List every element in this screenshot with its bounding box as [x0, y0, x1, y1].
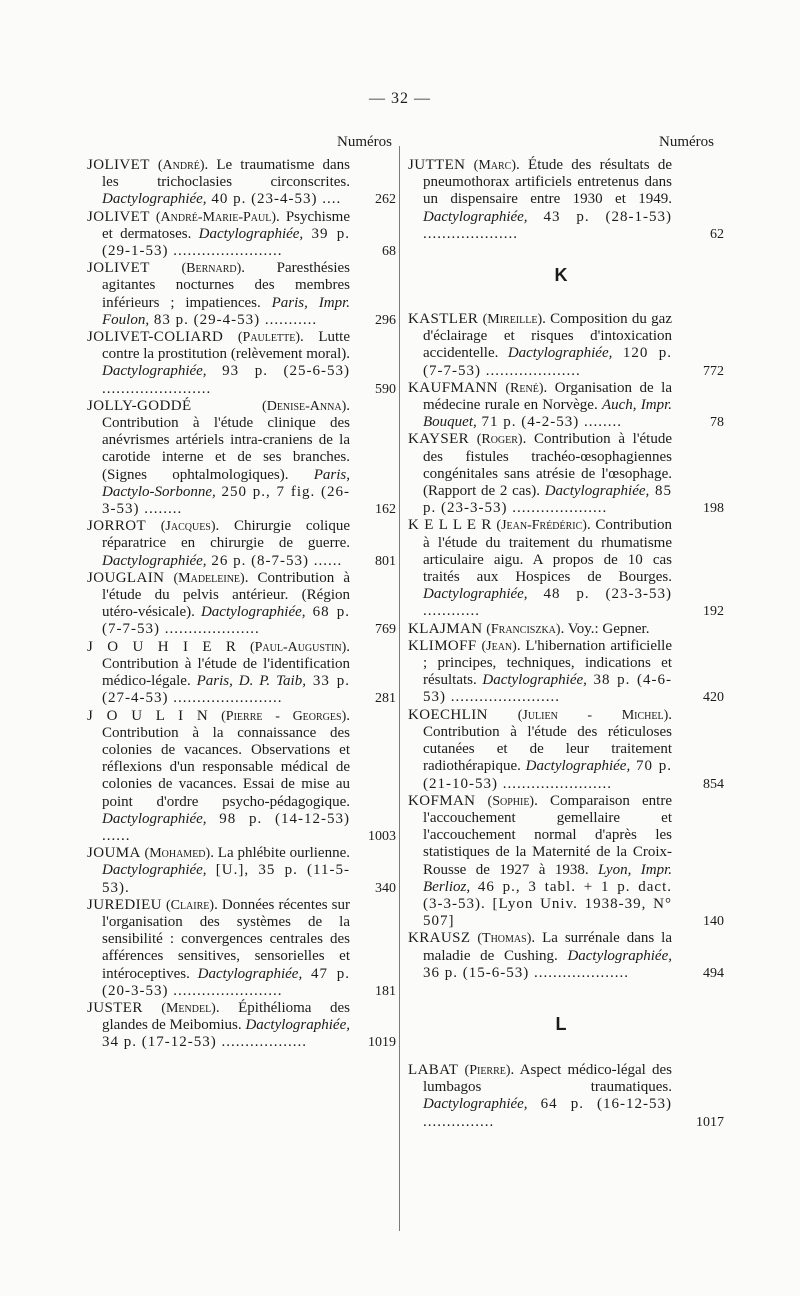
entry-reference: 48 p. (23-3-53) ............	[423, 586, 672, 620]
entry-text	[408, 1062, 714, 1131]
author-surname: J O U L I N	[87, 707, 209, 724]
entry-number: 162	[375, 502, 396, 518]
entry-text	[87, 398, 392, 518]
entry-number: 181	[375, 983, 396, 999]
entry-title: . Épithélioma des glandes de Meibomius.	[102, 999, 350, 1034]
bibliography-entry	[87, 569, 396, 639]
author-given-name: (Jean-Frédéric)	[496, 518, 587, 534]
entry-text	[87, 260, 392, 329]
author-surname: J O U H I E R	[87, 638, 237, 655]
entry-text	[408, 517, 714, 620]
entry-reference: 34 p. (17-12-53) ..................	[102, 1034, 307, 1051]
entry-number: 296	[375, 312, 396, 328]
author-given-name: (André)	[157, 158, 205, 173]
author-given-name: (Denise-Anna)	[262, 398, 347, 414]
bibliography-entry	[408, 1061, 724, 1131]
entry-publisher: Dactylographiée,	[102, 191, 207, 208]
entry-publisher: Dactylographiée,	[423, 586, 528, 603]
entry-text	[87, 639, 392, 708]
entry-number: 281	[375, 691, 396, 707]
bibliography-entry	[87, 157, 396, 209]
author-surname: KAYSER	[408, 431, 470, 448]
entry-number: 62	[710, 226, 724, 242]
entry-reference: 250 p., 7 fig. (26-3-53) ........	[102, 483, 350, 518]
entry-publisher: Dactylographiée,	[507, 345, 613, 362]
entry-list	[408, 1061, 724, 1131]
entry-number: 68	[382, 244, 396, 260]
entry-list	[408, 157, 724, 243]
entry-publisher: Dactylographiée,	[102, 363, 207, 380]
entry-text	[408, 311, 714, 380]
entry-publisher: Dactylographiée,	[525, 758, 631, 775]
entry-number: 772	[703, 363, 724, 379]
entry-title: . Contribution à l'étude du pelvis antérieur. (Région utéro-vésicale).	[102, 569, 351, 621]
entry-publisher: Dactylographiée,	[544, 483, 650, 500]
entry-number: 340	[375, 880, 396, 896]
author-surname: JUREDIEU	[87, 896, 162, 913]
numeros-heading: Numéros	[337, 134, 392, 150]
bibliography-entry	[408, 431, 724, 517]
author-given-name: (Sophie)	[487, 793, 535, 809]
bibliography-entry	[87, 518, 396, 570]
entry-text	[87, 708, 392, 846]
entry-text	[408, 930, 714, 982]
entry-publisher: Lyon, Impr. Berlioz,	[423, 861, 672, 895]
bibliography-entry	[408, 311, 724, 380]
author-given-name: (René)	[505, 380, 544, 396]
entry-number: 262	[375, 192, 396, 208]
entry-title: . Contribution à l'étude de l'identification médico-légale.	[102, 638, 351, 690]
entry-text	[87, 157, 392, 209]
entry-text	[87, 209, 392, 261]
bibliography-entry	[408, 637, 724, 707]
author-given-name: (Mendel)	[161, 1000, 216, 1016]
author-surname: KOFMAN	[408, 792, 476, 809]
entry-publisher: Dactylographiée,	[198, 225, 304, 242]
entry-reference: 70 p. (21-10-53) .......................	[423, 758, 673, 792]
author-surname: JOLIVET	[87, 157, 150, 173]
entry-number: 198	[703, 501, 724, 517]
entry-reference: 71 p. (4-2-53) ........	[476, 414, 622, 431]
author-given-name: (Paulette)	[237, 330, 300, 346]
entry-title: . Psychisme et dermatoses.	[102, 208, 351, 242]
entry-reference: 40 p. (23-4-53) ....	[206, 191, 342, 208]
entry-title: . Données récentes sur l'organisation des systèmes de la sensibilité : convergences centrales des afférences sensitives, sensorielles et intéroceptives.	[102, 896, 350, 982]
author-surname: KRAUSZ	[408, 930, 471, 947]
entry-title: . Étude des résultats de pneumothorax artificiels entretenus dans un dispensaire entre 1930 et 1949.	[423, 157, 672, 208]
section-letter-l: L	[555, 1013, 567, 1034]
author-given-name: (Pierre - Georges)	[221, 708, 347, 724]
bibliography-entry	[408, 792, 724, 931]
entry-title: . Contribution à l'étude du traitement du rhumatisme articulaire aigu. A propos de 10 cas traités aux Hospices de Bourges.	[423, 517, 673, 586]
numeros-heading: Numéros	[659, 134, 714, 150]
entry-title: . Contribution à la connaissance des colonies de vacances. Observations et réflexions d'un responsable médical de colonies de vacances. Essai de mise au point d'ordre psycho-pédagogique.	[102, 707, 350, 810]
entry-text	[87, 329, 392, 398]
entry-reference: 68 p. (7-7-53) ....................	[102, 604, 350, 638]
author-given-name: (Bernard)	[181, 261, 242, 277]
entry-reference: 33 p. (27-4-53) .......................	[102, 673, 350, 707]
entry-reference: 98 p. (14-12-53) ......	[102, 810, 350, 844]
left-column	[87, 133, 396, 1052]
entry-text	[408, 431, 714, 517]
bibliography-entry	[408, 517, 724, 620]
author-surname: KLIMOFF	[408, 637, 477, 654]
entry-title: . Voy.: Gepner.	[560, 620, 650, 637]
author-surname: JOLIVET	[87, 260, 150, 277]
entry-reference: 38 p. (4-6-53) .......................	[423, 672, 672, 706]
entry-publisher: Dactylographiée,	[482, 672, 587, 689]
entry-reference: 83 p. (29-4-53) ...........	[149, 311, 318, 328]
entry-text	[87, 570, 392, 639]
author-given-name: (Madeleine)	[173, 570, 245, 586]
bibliography-entry	[87, 707, 396, 846]
author-surname: LABAT	[408, 1061, 459, 1078]
author-given-name: (André-Marie-Paul)	[155, 209, 276, 225]
entry-number: 801	[375, 553, 396, 569]
entry-title: . La phlébite ourlienne.	[210, 845, 350, 862]
entry-number: 192	[703, 604, 724, 620]
entry-title: . Comparaison entre l'accouchement gemellaire et l'accouchement normal d'après les statistiques de la Maternité de la Croix-Rousse de 1927 à 1938.	[423, 792, 673, 878]
author-surname: JOLLY-GODDÉ	[87, 397, 192, 414]
entry-text	[87, 897, 392, 1000]
author-given-name: (Jacques)	[160, 519, 216, 535]
entry-publisher: Dactylographiée,	[102, 810, 207, 827]
entry-publisher: Dactylographiée,	[567, 947, 672, 964]
entry-title: . Paresthésies agitantes nocturnes des membres inférieurs ; impatiences.	[102, 260, 350, 311]
bibliography-entry	[87, 638, 396, 708]
entry-text	[87, 845, 392, 897]
author-surname: KLAJMAN	[408, 620, 483, 637]
entry-title: . Chirurgie colique réparatrice en chirurgie de guerre.	[102, 518, 350, 552]
entry-text	[408, 157, 714, 243]
bibliography-entry	[87, 208, 396, 261]
entry-number: 140	[703, 914, 724, 930]
bibliography-entry	[87, 260, 396, 329]
entry-text	[87, 1000, 392, 1052]
author-surname: JORROT	[87, 518, 147, 535]
entry-title: . Contribution à l'étude clinique des anévrismes artériels intra-craniens de la carotide interne et de ses branches. (Signes ophtalmologiques).	[102, 397, 350, 483]
entry-title: . Aspect médico-légal des lumbagos traumatiques.	[423, 1061, 672, 1096]
author-given-name: (Paul-Augustin)	[249, 639, 347, 655]
author-surname: JOUGLAIN	[87, 569, 165, 586]
entry-text	[87, 518, 392, 570]
author-surname: JUSTER	[87, 999, 143, 1016]
section-letter-k: K	[554, 265, 568, 286]
entry-number: 1003	[368, 828, 396, 844]
author-surname: JUTTEN	[408, 157, 466, 173]
author-given-name: (Jean)	[481, 638, 517, 654]
author-surname: JOLIVET-COLIARD	[87, 329, 224, 346]
entry-publisher: Auch, Impr. Bouquet,	[423, 397, 672, 431]
entry-reference: 47 p. (20-3-53) .......................	[102, 965, 350, 999]
entry-publisher: Paris, Impr. Foulon,	[102, 294, 350, 328]
entry-reference: 64 p. (16-12-53) ...............	[423, 1096, 672, 1130]
entry-title: . Contribution à l'étude des réticuloses cutanées et de leur traitement radiothérapique.	[423, 706, 672, 775]
bibliography-entry	[408, 621, 714, 638]
entry-number: 78	[710, 415, 724, 431]
entry-number: 420	[703, 690, 724, 706]
bibliography-entry	[87, 397, 396, 518]
author-given-name: (Claire)	[165, 897, 215, 913]
entry-publisher: Dactylographiée,	[102, 552, 207, 569]
entry-publisher: Dactylographiée,	[245, 1017, 350, 1034]
entry-publisher: Dactylographiée,	[423, 208, 528, 225]
entry-publisher: Dactylographiée,	[200, 604, 306, 621]
entry-reference: 120 p. (7-7-53) ....................	[423, 345, 672, 379]
author-given-name: (Roger)	[476, 432, 523, 448]
entry-reference: 36 p. (15-6-53) ....................	[423, 964, 629, 981]
bibliography-entry	[408, 379, 724, 432]
bibliography-entry	[408, 706, 724, 793]
bibliography-entry	[87, 896, 396, 1000]
entry-reference: 26 p. (8-7-53) ......	[206, 552, 343, 569]
entry-title: . La surrénale dans la maladie de Cushing.	[423, 930, 673, 964]
entry-text	[408, 638, 714, 707]
bibliography-entry	[87, 845, 396, 897]
entry-text	[408, 621, 714, 638]
entry-number: 590	[375, 381, 396, 397]
entry-text	[408, 380, 714, 432]
entry-title: . Composition du gaz d'éclairage et risques d'intoxication accidentelle.	[423, 311, 672, 362]
author-given-name: (Julien - Michel)	[517, 707, 669, 723]
entry-reference: 85 p. (23-3-53) ....................	[423, 483, 672, 517]
entry-reference: 93 p. (25-6-53) .......................	[102, 363, 350, 397]
author-surname: JOUMA	[87, 845, 141, 862]
entry-text	[408, 793, 714, 931]
entry-text	[408, 707, 714, 793]
right-column	[408, 133, 724, 1131]
entry-number: 769	[375, 622, 396, 638]
author-given-name: (Marc)	[473, 158, 517, 173]
entry-title: . Le traumatisme dans les trichoclasies circonscrites.	[102, 157, 351, 191]
author-surname: KASTLER	[408, 311, 479, 328]
bibliography-entry	[87, 329, 396, 398]
author-given-name: (Mireille)	[482, 312, 543, 328]
entry-reference: 39 p. (29-1-53) .......................	[102, 225, 350, 260]
bibliography-entry	[408, 157, 724, 243]
entry-title: . L'hibernation artificielle ; principes, techniques, indications et résultats.	[423, 637, 673, 689]
entry-number: 1017	[696, 1114, 724, 1130]
entry-list	[408, 311, 724, 982]
entry-reference: 43 p. (28-1-53) ....................	[423, 208, 672, 242]
entry-publisher: Paris, Dactylo-Sorbonne,	[102, 466, 350, 500]
entry-publisher: Paris, D. P. Taib,	[196, 673, 306, 690]
entry-reference: 46 p., 3 tabl. + 1 p. dact. (3-3-53). [Lyon Univ. 1938-39, N° 507]	[423, 878, 672, 930]
entry-number: 1019	[368, 1035, 396, 1051]
column-divider	[399, 146, 400, 1231]
entry-title: . Contribution à l'étude des fistules trachéo-œsophagiennes congénitales sans atrésie de l'œsophage. (Rapport de 2 cas).	[423, 431, 673, 500]
author-given-name: (Mohamed)	[144, 846, 211, 862]
author-surname: JOLIVET	[87, 208, 150, 225]
bibliography-entry	[408, 930, 724, 982]
author-given-name: (Thomas)	[477, 931, 532, 947]
entry-number: 494	[703, 965, 724, 981]
entry-reference: [U.], 35 p. (11-5-53).	[102, 862, 350, 896]
entry-list	[87, 157, 396, 1052]
entry-publisher: Dactylographiée,	[423, 1096, 528, 1113]
author-given-name: (Pierre)	[464, 1062, 511, 1078]
author-surname: KAUFMANN	[408, 379, 498, 396]
entry-title: . Organisation de la médecine rurale en Norvège.	[423, 379, 672, 414]
entry-title: . Lutte contre la prostitution (relèvement moral).	[102, 329, 351, 363]
author-surname: KOECHLIN	[408, 706, 488, 723]
entry-number: 854	[703, 776, 724, 792]
bibliography-entry	[87, 999, 396, 1052]
author-given-name: (Franciszka)	[486, 621, 561, 637]
entry-publisher: Dactylographiée,	[197, 965, 303, 982]
page-number: — 32 —	[369, 90, 431, 107]
author-surname: K E L L E R	[408, 517, 492, 534]
entry-publisher: Dactylographiée,	[102, 862, 207, 879]
